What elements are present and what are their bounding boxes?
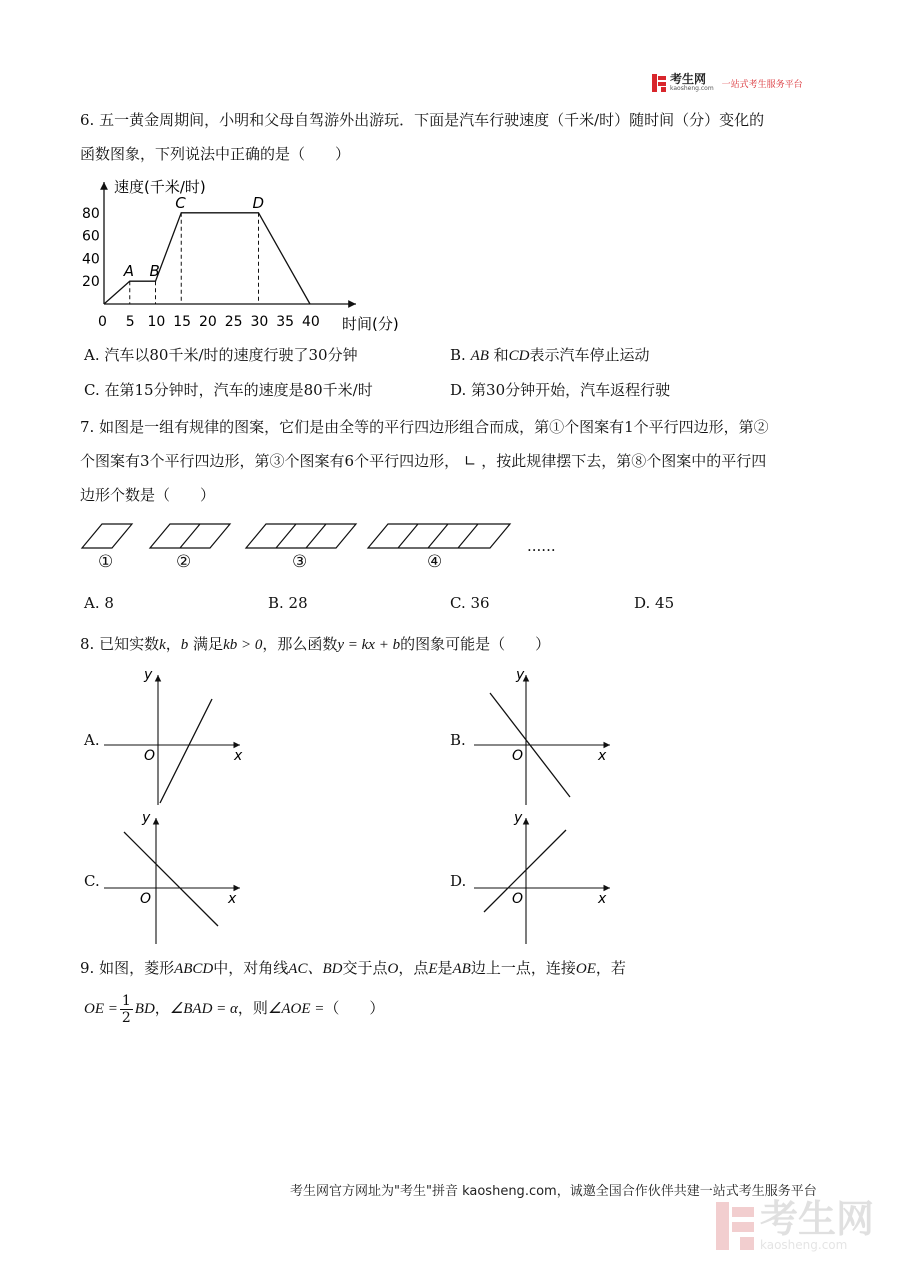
q7-label-2: ② [176, 552, 192, 572]
logo-icon [652, 74, 666, 92]
q9-fraction: $\frac{1}{2}$ [121, 992, 131, 1026]
q8-graph-d-label: D. [450, 872, 467, 890]
q9-stem-line2: OE = $\frac{1}{2}$ BD，∠BAD = α，则∠AOE =（ ） [84, 992, 385, 1026]
q6-option-a: A. 汽车以80千米/时的速度行驶了30分钟 [84, 346, 358, 364]
svg-text:O: O [140, 891, 152, 907]
q8-graph-c [100, 808, 260, 948]
y-tick-label-40: 40 [82, 251, 100, 268]
q8-graph-a-label: A. [84, 731, 100, 749]
q6-stem-line2: 函数图象，下列说法中正确的是（ ） [80, 145, 351, 163]
q8-graph-d [470, 808, 630, 948]
x-axis-label: 时间(分) [342, 315, 399, 333]
q7-label-3: ③ [292, 552, 308, 572]
q8-graph-c-label: C. [84, 872, 100, 890]
q6-option-c: C. 在第15分钟时，汽车的速度是80千米/时 [84, 381, 373, 399]
y-axis-label: 速度(千米/时) [114, 178, 206, 196]
x-tick-label-15: 15 [173, 314, 192, 330]
pattern-4-parallelograms [368, 524, 510, 548]
logo-slogan: 一站式考生服务平台 [721, 79, 803, 90]
svg-text:x: x [598, 748, 607, 764]
graph-c-line [124, 832, 218, 926]
y-tick-label-60: 60 [82, 228, 100, 245]
svg-text:O: O [144, 748, 156, 764]
y-tick-label-80: 80 [82, 205, 100, 222]
q7-label-4: ④ [427, 552, 443, 572]
q7-stem-line3: 边形个数是（ ） [80, 486, 216, 504]
svg-text:x: x [228, 891, 237, 907]
watermark-logo-icon [716, 1202, 754, 1250]
speed-series-line [104, 213, 310, 304]
q9-stem-line1: 9. 如图，菱形ABCD中，对角线AC、BD交于点O，点E是AB边上一点，连接OE，若 [80, 959, 626, 977]
q7-stem-line2: 个图案有3个平行四边形，第③个图案有6个平行四边形， ∟ ，按此规律摆下去，第⑧个图案中的平行四 [80, 452, 767, 470]
x-tick-label-30: 30 [250, 314, 269, 330]
graph-d-line [484, 830, 566, 912]
svg-text:y: y [142, 810, 151, 826]
pattern-2-parallelograms [150, 524, 230, 548]
svg-text:O: O [512, 748, 524, 764]
footer-text: 考生网官方网址为"考生"拼音 kaosheng.com，诚邀全国合作伙伴共建一站式考生服务平台 [290, 1184, 817, 1199]
logo-url: kaosheng.com [670, 85, 714, 92]
q8-graph-b [470, 665, 630, 810]
x-tick-label-10: 10 [147, 314, 166, 330]
q7-stem-line1: 7. 如图是一组有规律的图案，它们是由全等的平行四边形组合而成，第①个图案有1个平行四边形，第② [80, 418, 769, 436]
q6-option-d: D. 第30分钟开始，汽车返程行驶 [450, 381, 671, 399]
svg-text:O: O [512, 891, 524, 907]
svg-text:y: y [144, 667, 153, 683]
q8-stem: 8. 已知实数k，b 满足kb > 0，那么函数y = kx + b的图象可能是（ ） [80, 635, 551, 653]
header-logo [652, 74, 803, 92]
svg-text:x: x [598, 891, 607, 907]
watermark [716, 1197, 875, 1252]
watermark-name: 考生网 [760, 1197, 875, 1241]
x-tick-label-40: 40 [302, 314, 320, 330]
point-label-D: D [252, 193, 265, 212]
q7-ellipsis: ...... [527, 537, 556, 555]
pattern-3-parallelograms [246, 524, 356, 548]
q6-option-b: B. AB 和CD表示汽车停止运动 [450, 346, 650, 364]
x-tick-label-35: 35 [276, 314, 295, 330]
watermark-url: kaosheng.com [760, 1238, 848, 1252]
q7-option-a: A. 8 [84, 594, 114, 612]
q6-stem-line1: 6. 五一黄金周期间，小明和父母自驾游外出游玩．下面是汽车行驶速度（千米/时）随时间（分）变化的 [80, 111, 765, 129]
q8-graph-b-label: B. [450, 731, 466, 749]
q7-option-c: C. 36 [450, 594, 490, 612]
logo-name: 考生网 [670, 72, 707, 86]
pattern-1-parallelogram [82, 524, 132, 548]
q8-graph-a [100, 665, 260, 810]
svg-text:y: y [514, 810, 523, 826]
graph-a-line [160, 699, 212, 803]
x-tick-label-5: 5 [125, 314, 135, 330]
svg-text:x: x [234, 748, 243, 764]
x-tick-label-20: 20 [199, 314, 217, 330]
q6-speed-time-chart [78, 172, 418, 340]
svg-text:y: y [516, 667, 525, 683]
point-label-C: C [175, 193, 186, 212]
q7-option-b: B. 28 [268, 594, 308, 612]
q7-option-d: D. 45 [634, 594, 675, 612]
q7-parallelogram-patterns [78, 518, 578, 578]
x-tick-label-0: 0 [98, 314, 107, 330]
point-label-B: B [149, 262, 160, 281]
q7-label-1: ① [98, 552, 114, 572]
point-label-A: A [123, 262, 135, 281]
y-tick-label-20: 20 [82, 274, 100, 291]
x-tick-label-25: 25 [224, 314, 243, 330]
